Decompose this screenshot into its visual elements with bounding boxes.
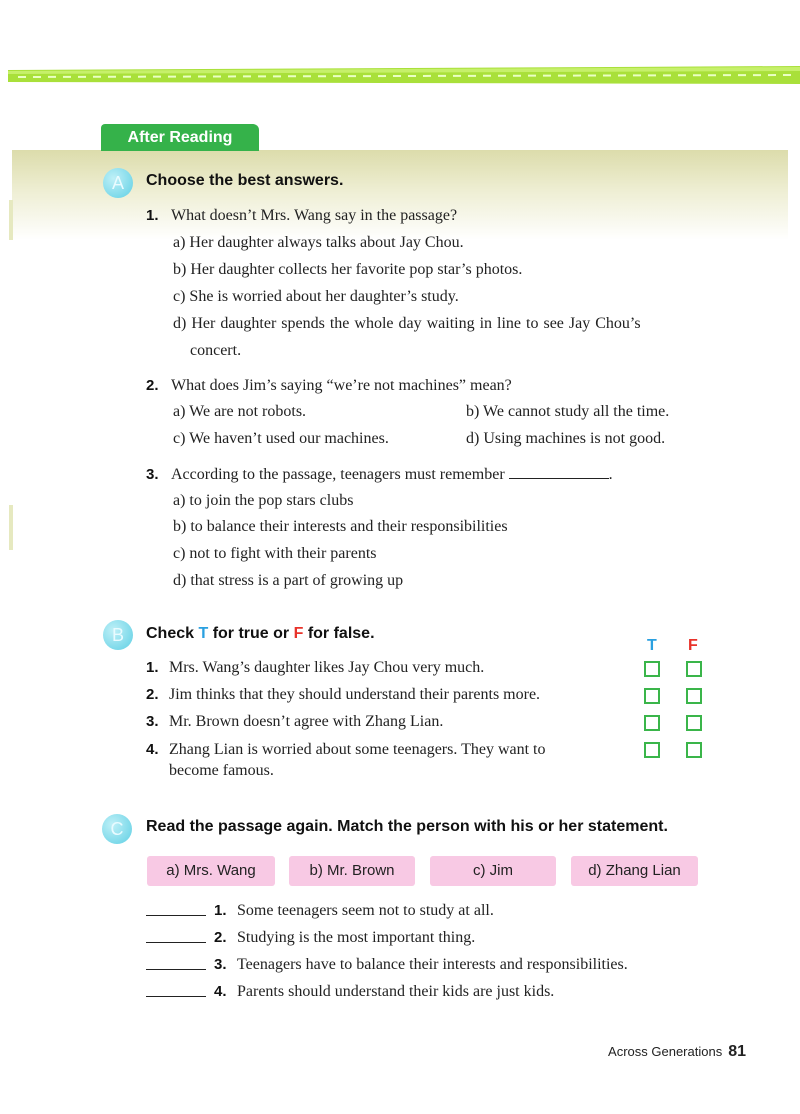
answer-option[interactable]: d) Using machines is not good. (466, 430, 666, 447)
question-number: 3. (146, 466, 159, 483)
answer-blank[interactable] (146, 969, 206, 970)
true-label: T (198, 625, 209, 642)
question-number: 1. (146, 207, 159, 224)
answer-blank[interactable] (509, 466, 609, 479)
statement-number: 4. (146, 741, 159, 758)
person-option[interactable]: c) Jim (430, 856, 556, 886)
section-c-title: Read the passage again. Match the person with his or her statement. (146, 818, 668, 835)
person-option[interactable]: d) Zhang Lian (571, 856, 698, 886)
statement-number: 2. (146, 686, 159, 703)
question-text: What doesn’t Mrs. Wang say in the passage? (171, 207, 458, 224)
statement-number: 1. (146, 659, 159, 676)
answer-option[interactable]: b) to balance their interests and their responsibilities (173, 518, 508, 535)
true-column-header: T (647, 637, 657, 654)
answer-blank[interactable] (146, 996, 206, 997)
statement-text: Zhang Lian is worried about some teenagers. They want to (169, 741, 546, 758)
title-part: Check (146, 625, 199, 642)
statement-text: Some teenagers seem not to study at all. (237, 902, 494, 919)
question-number: 2. (146, 377, 159, 394)
section-b-title (146, 625, 375, 643)
statement-text: Mrs. Wang’s daughter likes Jay Chou very much. (169, 659, 485, 676)
page-edge-mark (9, 200, 13, 240)
statement-text: Mr. Brown doesn’t agree with Zhang Lian. (169, 713, 444, 730)
statement-text: Parents should understand their kids are just kids. (237, 983, 555, 1000)
false-checkbox[interactable] (686, 661, 702, 677)
title-part: for false. (303, 625, 375, 642)
answer-option[interactable]: c) She is worried about her daughter’s study. (173, 288, 459, 305)
answer-option[interactable]: b) Her daughter collects her favorite pop star’s photos. (173, 261, 523, 278)
false-column-header: F (688, 637, 698, 654)
book-unit-title: Across Generations (608, 1044, 723, 1059)
answer-option[interactable]: c) not to fight with their parents (173, 545, 377, 562)
section-c-badge: C (102, 814, 132, 844)
person-option[interactable]: a) Mrs. Wang (147, 856, 275, 886)
page-number: 81 (728, 1043, 746, 1060)
title-part: for true or (208, 625, 294, 642)
after-reading-tab: After Reading (101, 124, 259, 151)
statement-number: 3. (214, 956, 227, 973)
true-checkbox[interactable] (644, 742, 660, 758)
answer-option[interactable]: b) We cannot study all the time. (466, 403, 670, 420)
section-b-badge: B (103, 620, 133, 650)
statement-text: Teenagers have to balance their interests and responsibilities. (237, 956, 628, 973)
section-a-badge: A (103, 168, 133, 198)
true-checkbox[interactable] (644, 715, 660, 731)
false-checkbox[interactable] (686, 715, 702, 731)
page-edge-mark (9, 505, 13, 550)
false-checkbox[interactable] (686, 688, 702, 704)
statement-number: 2. (214, 929, 227, 946)
question-text-stem: According to the passage, teenagers must remember (171, 466, 505, 483)
statement-text: Jim thinks that they should understand their parents more. (169, 686, 541, 703)
question-text-end: . (608, 466, 613, 483)
statement-number: 3. (146, 713, 159, 730)
decorative-banner (8, 62, 800, 88)
answer-option[interactable]: a) to join the pop stars clubs (173, 492, 354, 509)
question-text: What does Jim’s saying “we’re not machines” mean? (171, 377, 512, 394)
answer-option[interactable]: c) We haven’t used our machines. (173, 430, 389, 447)
answer-option[interactable]: d) that stress is a part of growing up (173, 572, 404, 589)
statement-text: Studying is the most important thing. (237, 929, 476, 946)
answer-option-continued: concert. (190, 342, 242, 359)
false-label: F (293, 625, 304, 642)
answer-option[interactable]: a) Her daughter always talks about Jay Chou. (173, 234, 464, 251)
false-checkbox[interactable] (686, 742, 702, 758)
person-option[interactable]: b) Mr. Brown (289, 856, 415, 886)
answer-option[interactable]: a) We are not robots. (173, 403, 307, 420)
section-a-title: Choose the best answers. (146, 172, 344, 189)
section-band (12, 150, 788, 240)
true-checkbox[interactable] (644, 661, 660, 677)
page-footer (608, 1043, 746, 1061)
statement-number: 4. (214, 983, 227, 1000)
statement-number: 1. (214, 902, 227, 919)
statement-text-continued: become famous. (169, 762, 274, 779)
answer-option[interactable]: d) Her daughter spends the whole day waiting in line to see Jay Chou’s (173, 315, 641, 332)
question-text (171, 466, 613, 484)
answer-blank[interactable] (146, 942, 206, 943)
answer-blank[interactable] (146, 915, 206, 916)
true-checkbox[interactable] (644, 688, 660, 704)
